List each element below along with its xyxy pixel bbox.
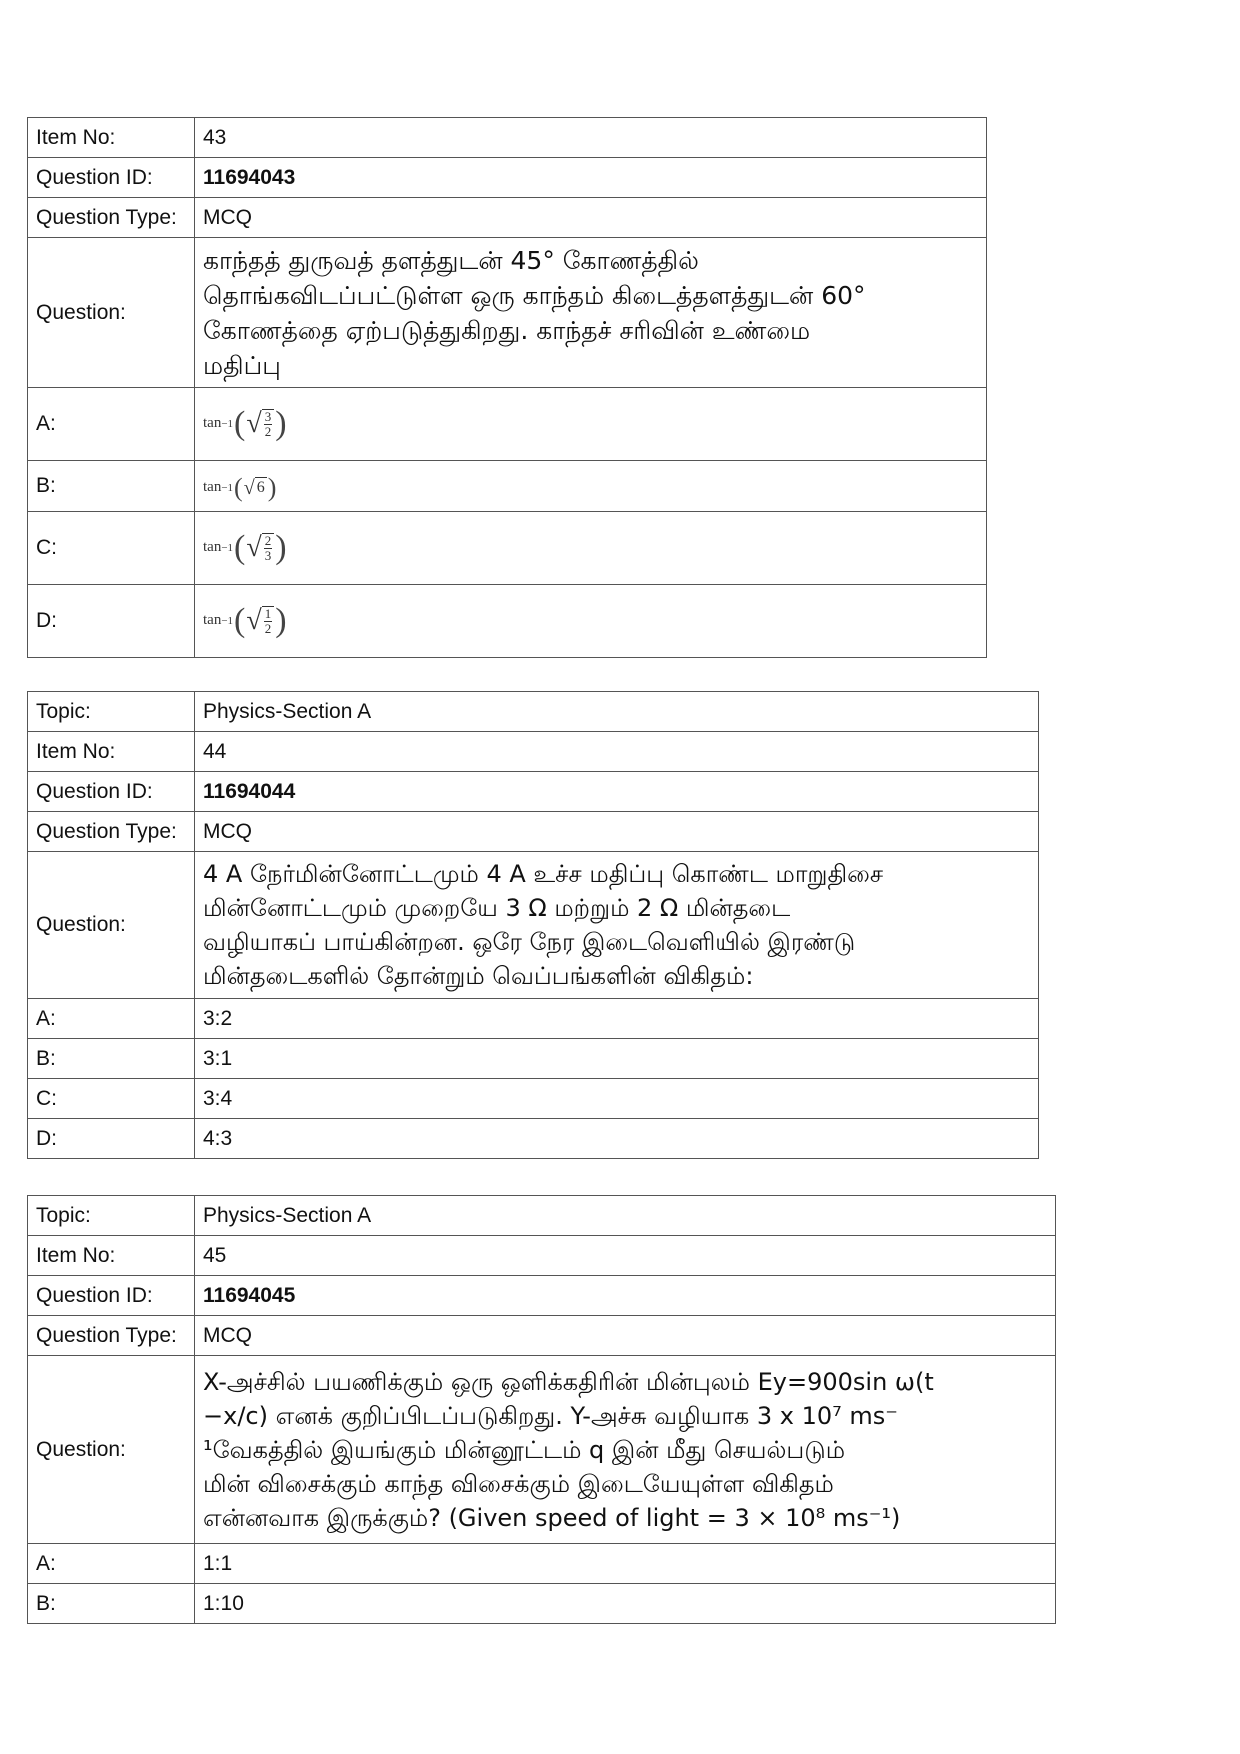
topic-label: Topic:: [28, 1196, 195, 1236]
question-id-value: 11694044: [195, 772, 1039, 812]
question-line: மின்னோட்டமும் முறையே 3 Ω மற்றும் 2 Ω மின்தடை: [203, 894, 791, 922]
math-expression: tan −1 ( √ $\frac{1}{2}$ ): [203, 602, 287, 639]
topic-label: Topic:: [28, 692, 195, 732]
question-type-value: MCQ: [195, 198, 987, 238]
option-b-label: B:: [28, 1039, 195, 1079]
option-d-label: D:: [28, 1119, 195, 1159]
option-a-value: 1:1: [195, 1544, 1056, 1584]
math-expression: tan −1 ( √ $\frac{2}{3}$ ): [203, 529, 287, 566]
question-type-label: Question Type:: [28, 812, 195, 852]
denominator: 2: [264, 424, 272, 439]
question-line: மதிப்பு: [203, 350, 281, 380]
question-type-value: MCQ: [195, 812, 1039, 852]
topic-value: Physics-Section A: [195, 692, 1039, 732]
option-a-value: 3:2: [195, 999, 1039, 1039]
question-line: மின்தடைகளில் தோன்றும் வெப்பங்களின் விகிதம்:: [203, 962, 754, 990]
option-b-value: 1:10: [195, 1584, 1056, 1624]
option-b-label: B:: [28, 1584, 195, 1624]
question-line: மின் விசைக்கும் காந்த விசைக்கும் இடையேயுள்ள விகிதம்: [203, 1469, 834, 1498]
numerator: 3: [264, 409, 272, 424]
option-c-label: C:: [28, 1079, 195, 1119]
option-c-value: [195, 512, 987, 585]
question-line: தொங்கவிடப்பட்டுள்ள ஒரு காந்தம் கிடைத்தளத்துடன் 60°: [203, 280, 866, 310]
question-line: காந்தத் துருவத் தளத்துடன் 45° கோணத்தில்: [203, 245, 699, 275]
option-a-value: [195, 388, 987, 461]
question-43-table: [27, 117, 987, 658]
question-type-value: MCQ: [195, 1316, 1056, 1356]
option-b-label: B:: [28, 461, 195, 512]
question-id-value: 11694043: [195, 158, 987, 198]
numerator: 2: [264, 533, 272, 548]
item-no-label: Item No:: [28, 1236, 195, 1276]
item-no-label: Item No:: [28, 732, 195, 772]
math-expression: tan −1 ( √ 6 ): [203, 472, 277, 502]
option-a-label: A:: [28, 388, 195, 461]
fn-name: tan: [203, 479, 222, 496]
fn-name: tan: [203, 539, 222, 556]
question-text: [195, 852, 1039, 999]
item-no-value: 45: [195, 1236, 1056, 1276]
question-id-label: Question ID:: [28, 158, 195, 198]
question-45-table: [27, 1195, 1056, 1624]
fn-power: −1: [221, 481, 234, 494]
math-expression: tan −1 ( √ $\frac{3}{2}$ ): [203, 405, 287, 442]
question-44-table: [27, 691, 1039, 1159]
question-type-label: Question Type:: [28, 198, 195, 238]
option-b-value: [195, 461, 987, 512]
option-c-value: 3:4: [195, 1079, 1039, 1119]
item-no-label: Item No:: [28, 118, 195, 158]
option-c-label: C:: [28, 512, 195, 585]
option-d-label: D:: [28, 585, 195, 658]
option-a-label: A:: [28, 1544, 195, 1584]
question-line: என்னவாக இருக்கும்? (Given speed of light = 3 × 10⁸ ms⁻¹): [203, 1503, 901, 1532]
numerator: 1: [264, 606, 272, 621]
topic-value: Physics-Section A: [195, 1196, 1056, 1236]
question-line: ¹வேகத்தில் இயங்கும் மின்னூட்டம் q இன் மீது செயல்படும்: [203, 1435, 846, 1464]
fn-power: −1: [221, 541, 234, 554]
option-a-label: A:: [28, 999, 195, 1039]
fn-power: −1: [221, 614, 234, 627]
question-type-label: Question Type:: [28, 1316, 195, 1356]
question-text: [195, 238, 987, 388]
question-label: Question:: [28, 238, 195, 388]
fn-name: tan: [203, 612, 222, 629]
radicand: 6: [255, 477, 267, 499]
fn-name: tan: [203, 415, 222, 432]
option-b-value: 3:1: [195, 1039, 1039, 1079]
question-line: கோணத்தை ஏற்படுத்துகிறது. காந்தச் சரிவின் உண்மை: [203, 315, 811, 345]
denominator: 2: [264, 621, 272, 636]
question-line: 4 A நேர்மின்னோட்டமும் 4 A உச்ச மதிப்பு கொண்ட மாறுதிசை: [203, 860, 884, 888]
fn-power: −1: [221, 417, 234, 430]
option-d-value: 4:3: [195, 1119, 1039, 1159]
question-id-value: 11694045: [195, 1276, 1056, 1316]
question-label: Question:: [28, 852, 195, 999]
question-line: −x/c) எனக் குறிப்பிடப்படுகிறது. Y-அச்சு வழியாக 3 x 10⁷ ms⁻: [203, 1401, 898, 1430]
question-line: X-அச்சில் பயணிக்கும் ஒரு ஒளிக்கதிரின் மின்புலம் Ey=900sin ω(t: [203, 1367, 934, 1396]
question-id-label: Question ID:: [28, 1276, 195, 1316]
question-label: Question:: [28, 1356, 195, 1544]
question-line: வழியாகப் பாய்கின்றன. ஒரே நேர இடைவெளியில் இரண்டு: [203, 928, 856, 956]
item-no-value: 43: [195, 118, 987, 158]
item-no-value: 44: [195, 732, 1039, 772]
question-text: [195, 1356, 1056, 1544]
option-d-value: [195, 585, 987, 658]
denominator: 3: [264, 548, 272, 563]
question-id-label: Question ID:: [28, 772, 195, 812]
